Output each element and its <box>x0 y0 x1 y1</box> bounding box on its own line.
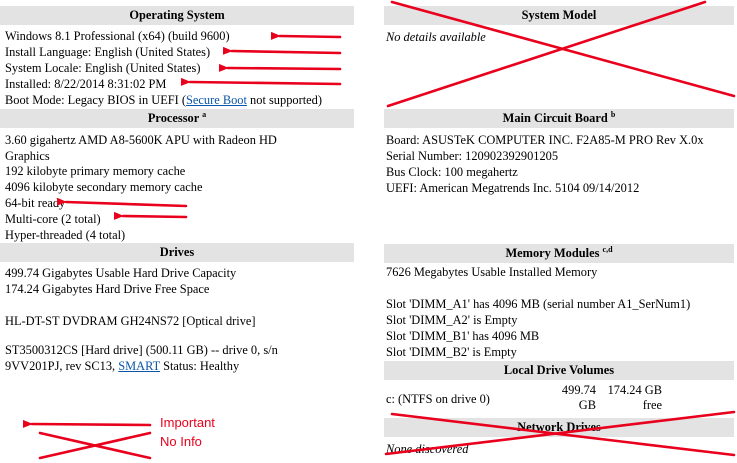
arrow-64bit-icon <box>66 202 186 206</box>
legend-no-info: No Info <box>160 434 202 449</box>
cross-system-model-icon <box>388 2 705 106</box>
memory-slot-a2: Slot 'DIMM_A2' is Empty <box>386 313 518 327</box>
board-bus-clock: Bus Clock: 100 megahertz <box>386 165 518 179</box>
processor-l2-cache: 4096 kilobyte secondary memory cache <box>5 180 203 194</box>
memory-slot-b2: Slot 'DIMM_B2' is Empty <box>386 345 517 359</box>
board-uefi: UEFI: American Megatrends Inc. 5104 09/14/2012 <box>386 181 640 195</box>
board-name: Board: ASUSTeK COMPUTER INC. F2A85-M PRO Rev X.0x <box>386 133 704 147</box>
os-install-language: Install Language: English (United States) <box>5 45 211 59</box>
network-title: Network Drives <box>517 420 601 434</box>
drives-hdd-line1: ST3500312CS [Hard drive] (500.11 GB) -- drive 0, s/n <box>5 343 278 357</box>
processor-name: 3.60 gigahertz AMD A8-5600K APU with Radeon HD Graphics <box>5 133 277 163</box>
secure-boot-link[interactable]: Secure Boot <box>186 93 247 107</box>
boot-mode-suffix: not supported) <box>246 93 322 107</box>
hdd-line2-prefix: 9VV201PJ, rev SC13, <box>5 359 119 373</box>
processor-hyperthreaded: Hyper-threaded (4 total) <box>5 228 126 242</box>
memory-slot-a1: Slot 'DIMM_A1' has 4096 MB (serial number A1_SerNum1) <box>386 297 691 311</box>
drives-free-space: 174.24 Gigabytes Hard Drive Free Space <box>5 282 210 296</box>
os-system-locale: System Locale: English (United States) <box>5 61 201 75</box>
drives-title: Drives <box>159 245 195 259</box>
os-windows: Windows 8.1 Professional (x64) (build 9600) <box>5 29 230 43</box>
os-title: Operating System <box>129 8 225 22</box>
os-installed: Installed: 8/22/2014 8:31:02 PM <box>5 77 167 91</box>
drives-optical: HL-DT-ST DVDRAM GH24NS72 [Optical drive] <box>5 314 256 328</box>
memory-slot-b1: Slot 'DIMM_B1' has 4096 MB <box>386 329 540 343</box>
legend-arrow-icon <box>32 424 150 425</box>
circuit-board-footnote: b <box>610 109 616 119</box>
processor-l1-cache: 192 kilobyte primary memory cache <box>5 164 186 178</box>
volume-size-unit: GB <box>578 398 596 412</box>
volume-free-unit: free <box>642 398 662 412</box>
memory-title: Memory Modules <box>505 246 600 260</box>
processor-64bit: 64-bit ready <box>5 196 66 210</box>
volume-size-number: 499.74 <box>561 383 596 397</box>
arrow-system-locale-icon <box>228 68 340 69</box>
board-serial: Serial Number: 120902392901205 <box>386 149 559 163</box>
circuit-board-title: Main Circuit Board <box>502 111 608 125</box>
arrow-windows-icon <box>280 36 340 37</box>
volumes-title: Local Drive Volumes <box>503 363 615 377</box>
memory-installed: 7626 Megabytes Usable Installed Memory <box>386 265 598 279</box>
processor-title: Processor <box>147 111 200 125</box>
boot-mode-prefix: Boot Mode: Legacy BIOS in UEFI ( <box>5 93 187 107</box>
arrow-installed-icon <box>190 82 340 84</box>
memory-footnote: c,d <box>602 244 613 254</box>
hdd-line2-suffix: Status: Healthy <box>159 359 240 373</box>
processor-footnote: a <box>202 109 207 119</box>
legend-important: Important <box>160 415 215 430</box>
processor-multicore: Multi-core (2 total) <box>5 212 101 226</box>
smart-link[interactable]: SMART <box>118 359 160 373</box>
arrow-install-language-icon <box>232 51 340 53</box>
system-model-details: No details available <box>386 30 486 44</box>
network-details: None discovered <box>386 442 469 456</box>
system-model-title: System Model <box>521 8 597 22</box>
drives-capacity: 499.74 Gigabytes Usable Hard Drive Capacity <box>5 266 237 280</box>
volume-free-number: 174.24 GB <box>607 383 662 397</box>
volume-drive: c: (NTFS on drive 0) <box>386 392 490 406</box>
cross-network-drives-icon <box>392 414 734 455</box>
arrow-multicore-icon <box>123 216 186 217</box>
